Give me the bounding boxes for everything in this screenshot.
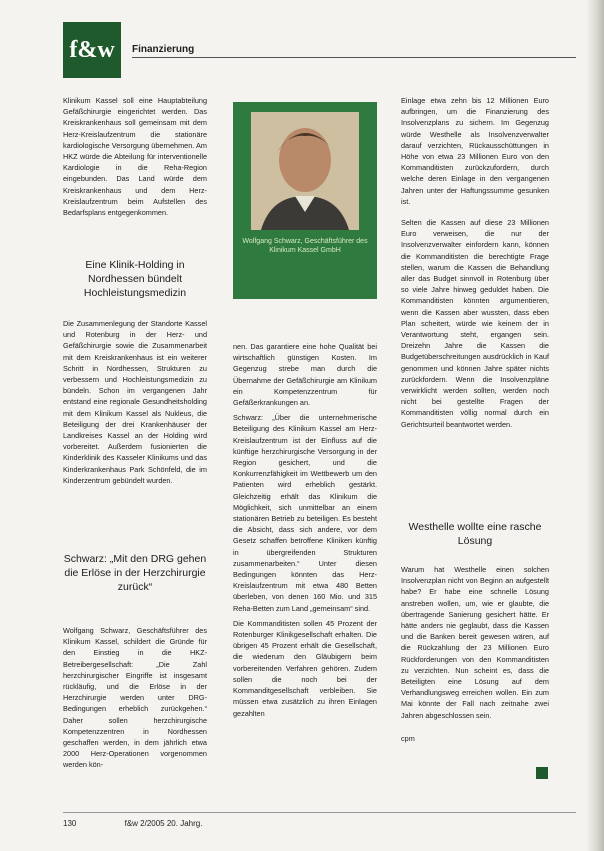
- footer-rule: [63, 812, 576, 813]
- column-1-part-2: [63, 318, 207, 486]
- column-1-part-3: [63, 625, 207, 771]
- heading-2-text: Schwarz: „Mit den DRG gehen die Erlöse in der Herzchirurgie zurück“: [63, 553, 207, 593]
- column-1: [63, 95, 207, 218]
- page-number: 130: [63, 819, 77, 828]
- fw-logo: f&w: [63, 22, 121, 78]
- section-title: Finanzierung: [132, 44, 195, 55]
- col3-paragraph-1: Einlage etwa zehn bis 12 Millionen Euro aufbringen, um die Finanzierung des Insolvenzplans zu sichern. Im Gegenzug würde Westhelle als Insolvenzverwalter darauf verzichten, Rückausschüttungen in Höhe von etwa 23 Millionen Euro von den Kommanditisten zurückzufordern, durch welche deren Einlage in den vergangenen Jahren unter der Haftungssumme gesunken ist.: [401, 96, 549, 206]
- issue-info: f&w 2/2005 20. Jahrg.: [124, 819, 203, 828]
- heading-1-text: Eine Klinik-Holding in Nordhessen bündelt Hochleistungsmedizin: [83, 259, 187, 299]
- col2-paragraph-1: nen. Das garantiere eine hohe Qualität bei wirtschaftlich günstigen Kosten. Im Gegenzug strebe man durch die Übernahme der Gefäßchirurgie am Klinikum ein Kompetenzzentrum für Gefäßerkrankungen an.: [233, 342, 377, 408]
- column-2: [233, 341, 377, 719]
- heading-schwarz-quote: [63, 552, 207, 594]
- portrait-image: [251, 112, 359, 230]
- column-3-part-2: [401, 564, 549, 744]
- footer: [63, 819, 248, 828]
- column-3: [401, 95, 549, 430]
- col3-paragraph-2: Selten die Kassen auf diese 23 Millionen Euro verweisen, die nur der Insolvenzverwalter einfordern kann, können die Kommanditisten die berechtigte Frage stellen, warum die Kassen die Behandlung aller das Budget sinnvoll in Rotenburg über so viele Jahre hinweg geduldet haben. Die Kommanditisten könnten argumentieren, wenn die Kassen aber wussten, dass eben Plan scheitert, würde wie keinem der in Verantwortung steht, ergangen sein. Dreizehn Jahre die Kassen die Budgetüberschreitungen ausdrücklich in Kauf genommen und können Jahre später nichts zurückfordern. Wenn die Insolvenzpläne verwirklicht werden sollten, werden noch nicht bei gestellte Fragen der Kommanditisten völlig normal durch ein Gerichtsurteil beantwortet werden.: [401, 218, 549, 429]
- col3-paragraph-3: Warum hat Westhelle einen solchen Insolvenzplan nicht von Beginn an aufgestellt habe? Er habe eine schnelle Lösung anstreben wollen, um, wie er glaubte, die übertragende Sanierung gesichert hätte. Er hätte anders nie geglaubt, dass die Kassen und die Banken bereit gewesen wären, auf die Rückzahlung der 23 Millionen Euro Rückforderungen von den Kommanditisten zu verzichten. Nun scheint es, dass die Beteiligten eine Lösung auf dem Verhandlungsweg erreichen wollen. Ein zum Mai könnte der Fall nach zeitnahe zwei Jahren abgeschlossen sein.: [401, 565, 549, 720]
- header-rule: [132, 57, 576, 58]
- col1-paragraph-3: Wolfgang Schwarz, Geschäftsführer des Klinikum Kassel, schildert die Gründe für den Einstieg in die HKZ-Betreibergesellschaft: „Die Zahl herzchirurgischer Eingriffe ist insgesamt rückläufig, und die Erlöse in der Herzchirurgie werden unter DRG-Bedingungen erheblich zurückgehen.“ Daher sollen herzchirurgische Kompetenzzentren in Nordhessen geschaffen werden, in dem jährlich etwa 2000 Herz-Operationen vorgenommen werden kön-: [63, 626, 207, 770]
- heading-klinik-holding: [63, 258, 207, 300]
- heading-westhelle: [401, 520, 549, 548]
- heading-3-text: Westhelle wollte eine rasche Lösung: [408, 521, 542, 547]
- author-sign: cpm: [401, 733, 415, 743]
- col2-paragraph-3: Die Kommanditisten sollen 45 Prozent der Rotenburger Klinikgesellschaft erhalten. Die übrigen 45 Prozent erhält die Gesellschaft, die wiederum den Gläubigern beim vorbereitenden Verfahren gehören. Zudem sollen die noch bei der Kommanditgesellschaft verbleiben. Sie müssen etwa zusätzlich zu ihren Einlagen gezahlten: [233, 618, 377, 718]
- end-square-icon: [536, 767, 548, 779]
- col1-paragraph-2: Die Zusammenlegung der Standorte Kassel und Rotenburg in der Herz- und Gefäßchirurgie sowie die Zusammenarbeit mit dem Kreiskrankenhaus ist ein weiterer Schritt in Nordhessen, Strukturen zu verbessern und Hochleistungsmedizin zu bündeln. Schon im vergangenen Jahr entstand eine regionale Gesundheitsholding mit dem Klinikum Kassel als Nukleus, die Beteiligung der drei Krankenhäuser der Landkreises Kassel an der Holding wird vorbereitet. Außerdem fusionierten die Kinderklinik des Kasseler Klinikums und das Kinderkrankenhaus Park Schönfeld, die im Kinderzentrum gebündelt wurden.: [63, 319, 207, 485]
- col2-paragraph-2: Schwarz: „Über die unternehmerische Beteiligung des Klinikum Kassel am Herz-Kreislaufzentrum ist der Einfluss auf die künftige herzchirurgische Versorgung in der Region gesichert, und die Konkurrenzfähigkeit im Wettbewerb um den Patienten wird erheblich gestärkt. Gleichzeitig erhält das Klinikum die Möglichkeit, sich unmittelbar an einem stationären Betrieb zu beteiligen. Es besteht die Absicht, dass sich andere, vor dem Gesetz schaffen betroffene Kliniken künftig in übergreifenden Strukturen zusammenarbeiten.“ Unter diesen Bedingungen könnten das Herz-Kreislaufzentrum mit etwa 480 Betten überleben, von denen 160 Mio. und 315 Reha-Betten zum Land „gemeinsam“ sind.: [233, 413, 377, 613]
- photo-caption: Wolfgang Schwarz, Geschäftsführer des Klinikum Kassel GmbH: [242, 238, 368, 254]
- portrait-photo: [233, 102, 377, 299]
- col1-paragraph-1: Klinikum Kassel soll eine Hauptabteilung Gefäßchirurgie eingerichtet werden. Das Kreiskrankenhaus soll gemeinsam mit dem Herz-Kreislaufzentrum die stationäre kardiologische Versorgung übernehmen. Am HKZ würde die Abteilung für interventionelle Kardiologie in die Reha-Region eingebunden. Das Land würde dem Kreiskrankenhaus und dem Herz-Kreislaufzentrum beim Aufstellen des Bedarfsplans entgegenkommen.: [63, 96, 207, 218]
- page-edge-shadow: [586, 0, 604, 851]
